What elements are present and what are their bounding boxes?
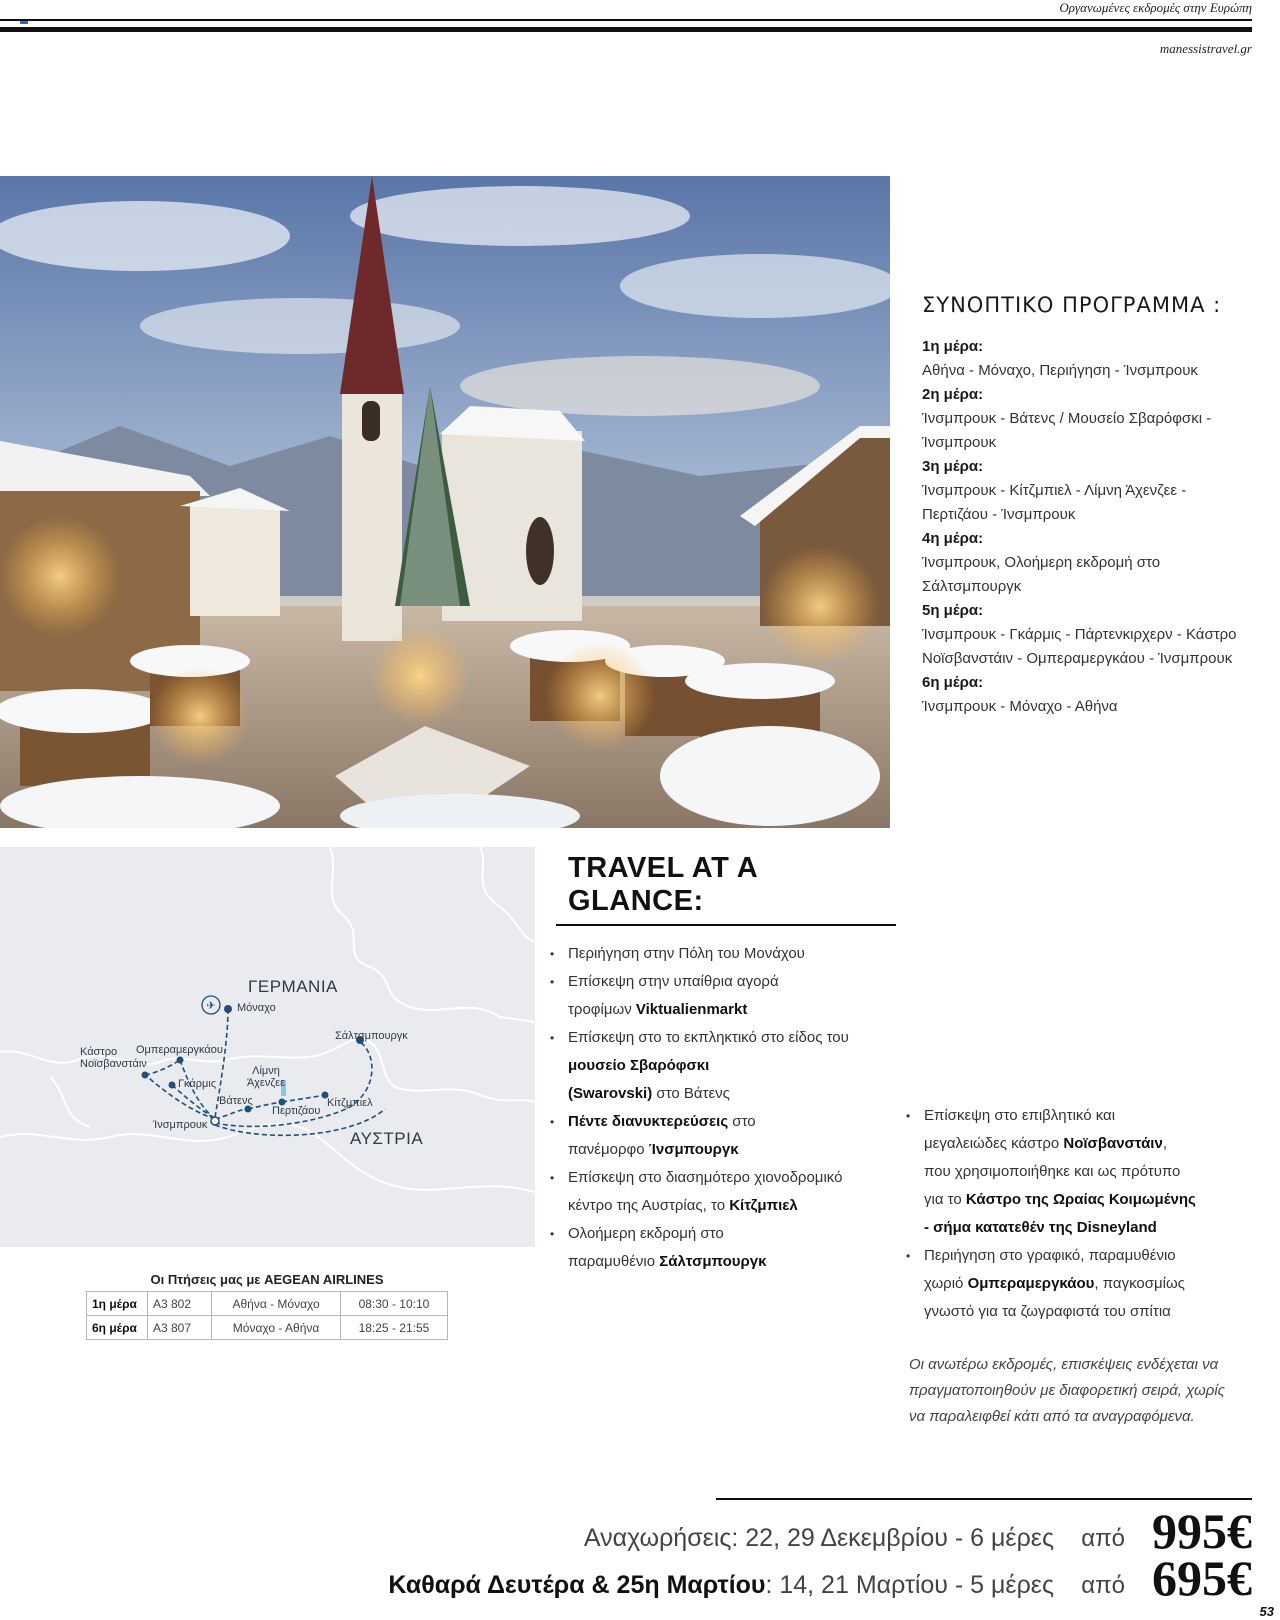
day-text: Ίνσμπρουκ - Βάτενς / Μουσείο Σβαρόφσκι - [922, 410, 1212, 427]
list-item: • Πέντε διανυκτερεύσεις στο πανέμορφο Ίνσμπουργκ [556, 1108, 896, 1164]
program-day [922, 383, 1262, 455]
day-label: 2η μέρα: [922, 386, 984, 403]
itinerary-note: Οι ανωτέρω εκδρομές, επισκέψεις ενδέχεται να πραγματοποιηθούν με διαφορετική σειρά, χωρίς να παραλειφθεί κάτι από τα αναγραφόμενα. [909, 1356, 1225, 1425]
departures-row-1: Αναχωρήσεις: 22, 29 Δεκεμβρίου - 6 μέρες [583, 1524, 1054, 1552]
program-day [922, 599, 1262, 671]
table-row [87, 1292, 448, 1316]
flight-route: Αθήνα - Μόναχο [212, 1292, 341, 1316]
list-item: • Επίσκεψη στο διασημότερο χιονοδρομικό κέντρο της Αυστρίας, το Κίτζμπιελ [556, 1164, 896, 1220]
list-item: • Περιήγηση στην Πόλη του Μονάχου [556, 940, 896, 968]
program-day [922, 335, 1262, 383]
map-label-castle: Κάστρο Νοϊσβανστάιν [80, 1046, 147, 1070]
list-item: • Ολοήμερη εκδρομή στο παραμυθένιο Σάλτσμπουργκ [556, 1220, 896, 1276]
day-text: Ίνσμπρουκ - Γκάρμις - Πάρτενκιρχερν - Κάστρο [922, 626, 1237, 643]
from-label-1: από [1081, 1525, 1125, 1552]
day-text: Σάλτσμπουργκ [922, 578, 1022, 595]
day-label: 5η μέρα: [922, 602, 984, 619]
list-item: • Επίσκεψη στην υπαίθρια αγορά τροφίμων Viktualienmarkt [556, 968, 896, 1024]
day-text: Περτιζάου - Ίνσμπρουκ [922, 506, 1076, 523]
from-label-2: από [1081, 1572, 1125, 1599]
day-text: Ίνσμπρουκ - Μόναχο - Αθήνα [922, 698, 1118, 715]
day-label: 3η μέρα: [922, 458, 984, 475]
header-rule-thin [0, 19, 1252, 21]
map-label-innsbruck: Ίνσμπρουκ [153, 1119, 208, 1131]
glance-section [556, 852, 896, 1276]
program-day [922, 527, 1262, 599]
flights-section [86, 1272, 448, 1340]
flight-time: 08:30 - 10:10 [340, 1292, 447, 1316]
departures-row-2-bold: Καθαρά Δευτέρα & 25η Μαρτίου [388, 1571, 766, 1599]
day-text: Ίνσμπρουκ, Ολοήμερη εκδρομή στο [922, 554, 1161, 571]
departures-row-2 [388, 1571, 1054, 1600]
day-text: Ίνσμπρουκ [922, 434, 997, 451]
glance-list-right [912, 1102, 1252, 1326]
list-item: • Επίσκεψη στο το εκπληκτικό στο είδος του μουσείο Σβαρόφσκι (Swarovski) στο Βάτενς [556, 1024, 896, 1108]
price-rule [716, 1498, 1252, 1500]
glance-title: TRAVEL AT A GLANCE: [556, 852, 896, 926]
series-title: Οργανωμένες εκδρομές στην Ευρώπη [1059, 0, 1252, 15]
map-label-germany: ΓΕΡΜΑΝΙΑ [248, 977, 338, 996]
list-item: • Επίσκεψη στο επιβλητικό και μεγαλειώδες κάστρο Νοϊσβανστάιν, που χρησιμοποιήθηκε και ως πρότυπο για το Κάστρο της Ωραίας Κοιμωμένης - σήμα κατατεθέν της Disneyland [912, 1102, 1252, 1242]
map-label-austria: ΑΥΣΤΡΙΑ [350, 1129, 424, 1148]
day-text: Αθήνα - Μόναχο, Περιήγηση - Ίνσμπρουκ [922, 362, 1198, 379]
day-label: 4η μέρα: [922, 530, 984, 547]
map-label-kitzbuhel: Κίτζμπιελ [327, 1097, 373, 1109]
map-label-lake: Λίμνη Άχενζεε [247, 1065, 285, 1089]
map-label-oberammergau: Ομπεραμεργκάου [136, 1044, 223, 1056]
map-label-wattens: Βάτενς [219, 1095, 253, 1107]
glance-section-right [912, 1102, 1252, 1326]
flight-time: 18:25 - 21:55 [340, 1316, 447, 1340]
map-label-salzburg: Σάλτσμπουργκ [335, 1030, 408, 1042]
flights-title: Οι Πτήσεις μας με AEGEAN AIRLINES [150, 1272, 384, 1287]
map-label-garmisch: Γκάρμις [178, 1078, 217, 1090]
program-title: ΣΥΝΟΠΤΙΚΟ ΠΡΟΓΡΑΜΜΑ : [922, 293, 1222, 317]
map-label-munich: Μόναχο [237, 1002, 276, 1014]
flight-route: Μόναχο - Αθήνα [212, 1316, 341, 1340]
site-url: manessistravel.gr [1159, 41, 1252, 56]
flight-code: A3 807 [148, 1316, 212, 1340]
table-row [87, 1316, 448, 1340]
route-map [0, 847, 535, 1247]
svg-text:✈: ✈ [206, 1000, 216, 1012]
header-rule-thick [0, 27, 1252, 32]
program-day [922, 455, 1262, 527]
map-label-pertisau: Περτιζάου [272, 1105, 321, 1117]
page-number: 53 [1259, 1604, 1274, 1619]
day-text: Νοϊσβανστάιν - Ομπεραμεργκάου - Ίνσμπρουκ [922, 650, 1233, 667]
flight-code: A3 802 [148, 1292, 212, 1316]
departures-row-2-text: : 14, 21 Μαρτίου - 5 μέρες [765, 1571, 1054, 1599]
flight-day: 6η μέρα [87, 1316, 148, 1340]
day-label: 1η μέρα: [922, 338, 984, 355]
day-text: Ίνσμπρουκ - Κίτζμπιελ - Λίμνη Άχενζεε - [922, 482, 1187, 499]
program-section [922, 293, 1262, 719]
price-1: 995€ [1152, 1503, 1252, 1559]
glance-list [556, 940, 896, 1276]
flights-table [86, 1291, 448, 1340]
day-label: 6η μέρα: [922, 674, 984, 691]
flight-day: 1η μέρα [87, 1292, 148, 1316]
header-mark [20, 21, 28, 24]
program-day [922, 671, 1262, 719]
price-2: 695€ [1152, 1550, 1252, 1606]
christmas-market-photo [0, 176, 890, 828]
list-item: • Περιήγηση στο γραφικό, παραμυθένιο χωριό Ομπεραμεργκάου, παγκοσμίως γνωστό για τα ζωγραφιστά του σπίτια [912, 1242, 1252, 1326]
